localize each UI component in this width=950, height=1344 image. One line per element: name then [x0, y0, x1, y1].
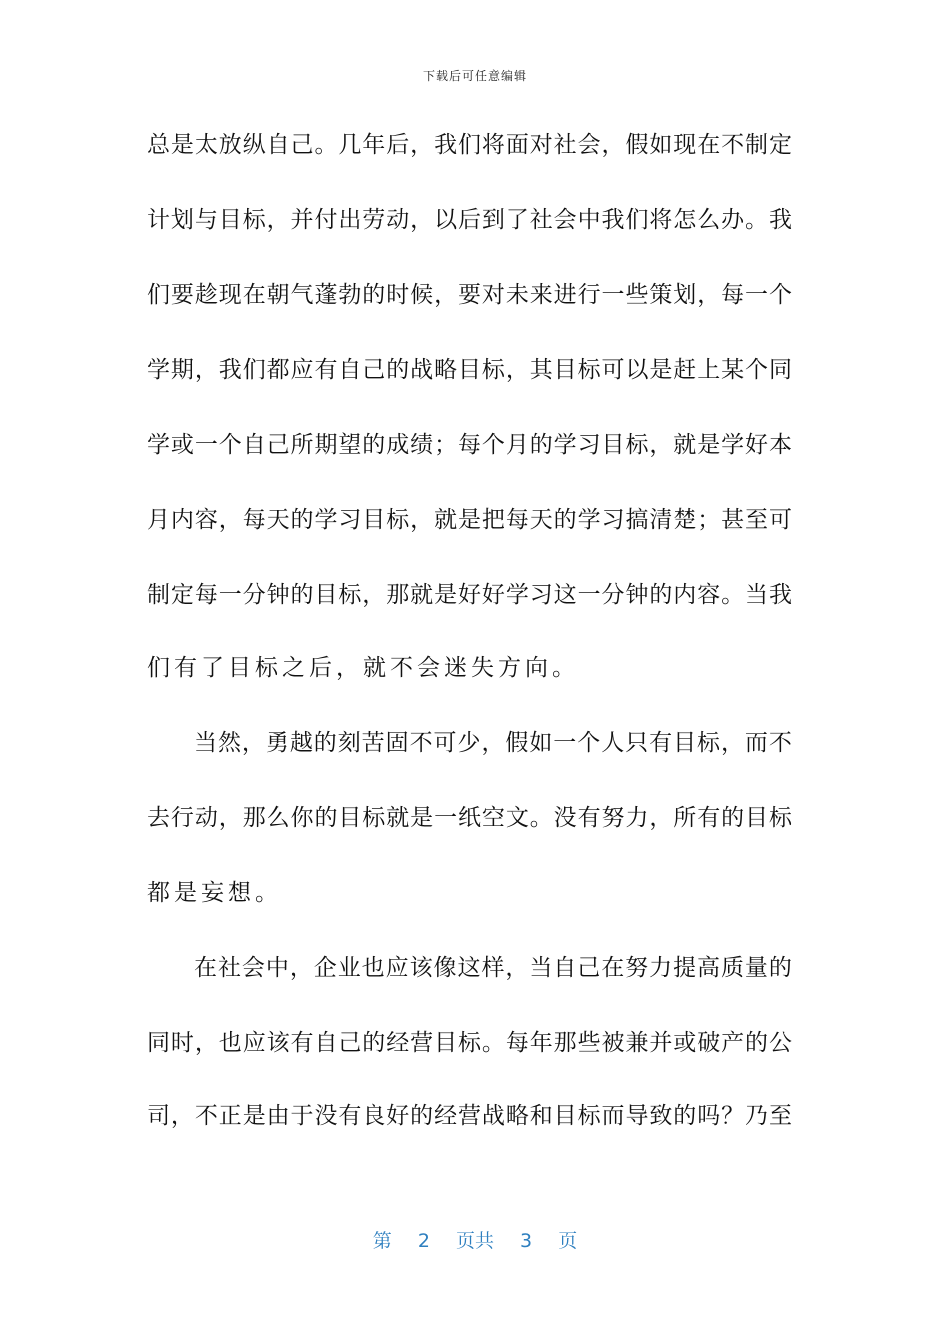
- text-line: 同 时 ， 也 应 该 有 自 己 的 经 营 目 标 。 每 年 那 些 被 兼 并 或 破 产 的 公: [147, 1030, 792, 1056]
- text-line: 月 内 容 ， 每 天 的 学 习 目 标 ， 就 是 把 每 天 的 学 习 搞 清 楚 ； 甚 至 可: [147, 507, 792, 533]
- footer-current-page: 2: [417, 1230, 430, 1252]
- page-header: 下载后可任意编辑: [422, 69, 527, 83]
- footer-total-pages: 3: [520, 1230, 533, 1252]
- paragraph-first-line: 在 社 会 中 ， 企 业 也 应 该 像 这 样 ， 当 自 己 在 努 力 提 高 质 量 的: [194, 955, 792, 981]
- text-line: 去 行 动 ， 那 么 你 的 目 标 就 是 一 纸 空 文 。 没 有 努 力 ， 所 有 的 目 标: [147, 805, 792, 831]
- text-line: 总 是 太 放 纵 自 己 。 几 年 后 ， 我 们 将 面 对 社 会 ， 假 如 现 在 不 制 定: [147, 132, 792, 158]
- text-line: 都是妄想。: [147, 880, 282, 906]
- footer-page-suffix: 页: [558, 1230, 578, 1252]
- text-line: 司 ， 不 正 是 由 于 没 有 良 好 的 经 营 战 略 和 目 标 而 导 致 的 吗 ？ 乃 至: [147, 1103, 792, 1129]
- page-footer: [0, 1226, 950, 1253]
- text-line: 们有了目标之后，就不会迷失方向。: [147, 655, 579, 681]
- text-line: 们 要 趁 现 在 朝 气 蓬 勃 的 时 候 ， 要 对 未 来 进 行 一 些 策 划 ， 每 一 个: [147, 282, 792, 308]
- paragraph-first-line: 当 然 ， 勇 越 的 刻 苦 固 不 可 少 ， 假 如 一 个 人 只 有 目 标 ， 而 不: [194, 730, 792, 756]
- text-line: 制 定 每 一 分 钟 的 目 标 ， 那 就 是 好 好 学 习 这 一 分 钟 的 内 容 。 当 我: [147, 582, 792, 608]
- text-line: 学 期 ， 我 们 都 应 有 自 己 的 战 略 目 标 ， 其 目 标 可 以 是 赶 上 某 个 同: [147, 357, 792, 383]
- footer-page-word: 第: [372, 1230, 392, 1252]
- text-line: 计 划 与 目 标 ， 并 付 出 劳 动 ， 以 后 到 了 社 会 中 我 们 将 怎 么 办 。 我: [147, 207, 792, 233]
- footer-total-word: 页共: [455, 1230, 494, 1252]
- text-line: 学 或 一 个 自 己 所 期 望 的 成 绩 ； 每 个 月 的 学 习 目 标 ， 就 是 学 好 本: [147, 432, 792, 458]
